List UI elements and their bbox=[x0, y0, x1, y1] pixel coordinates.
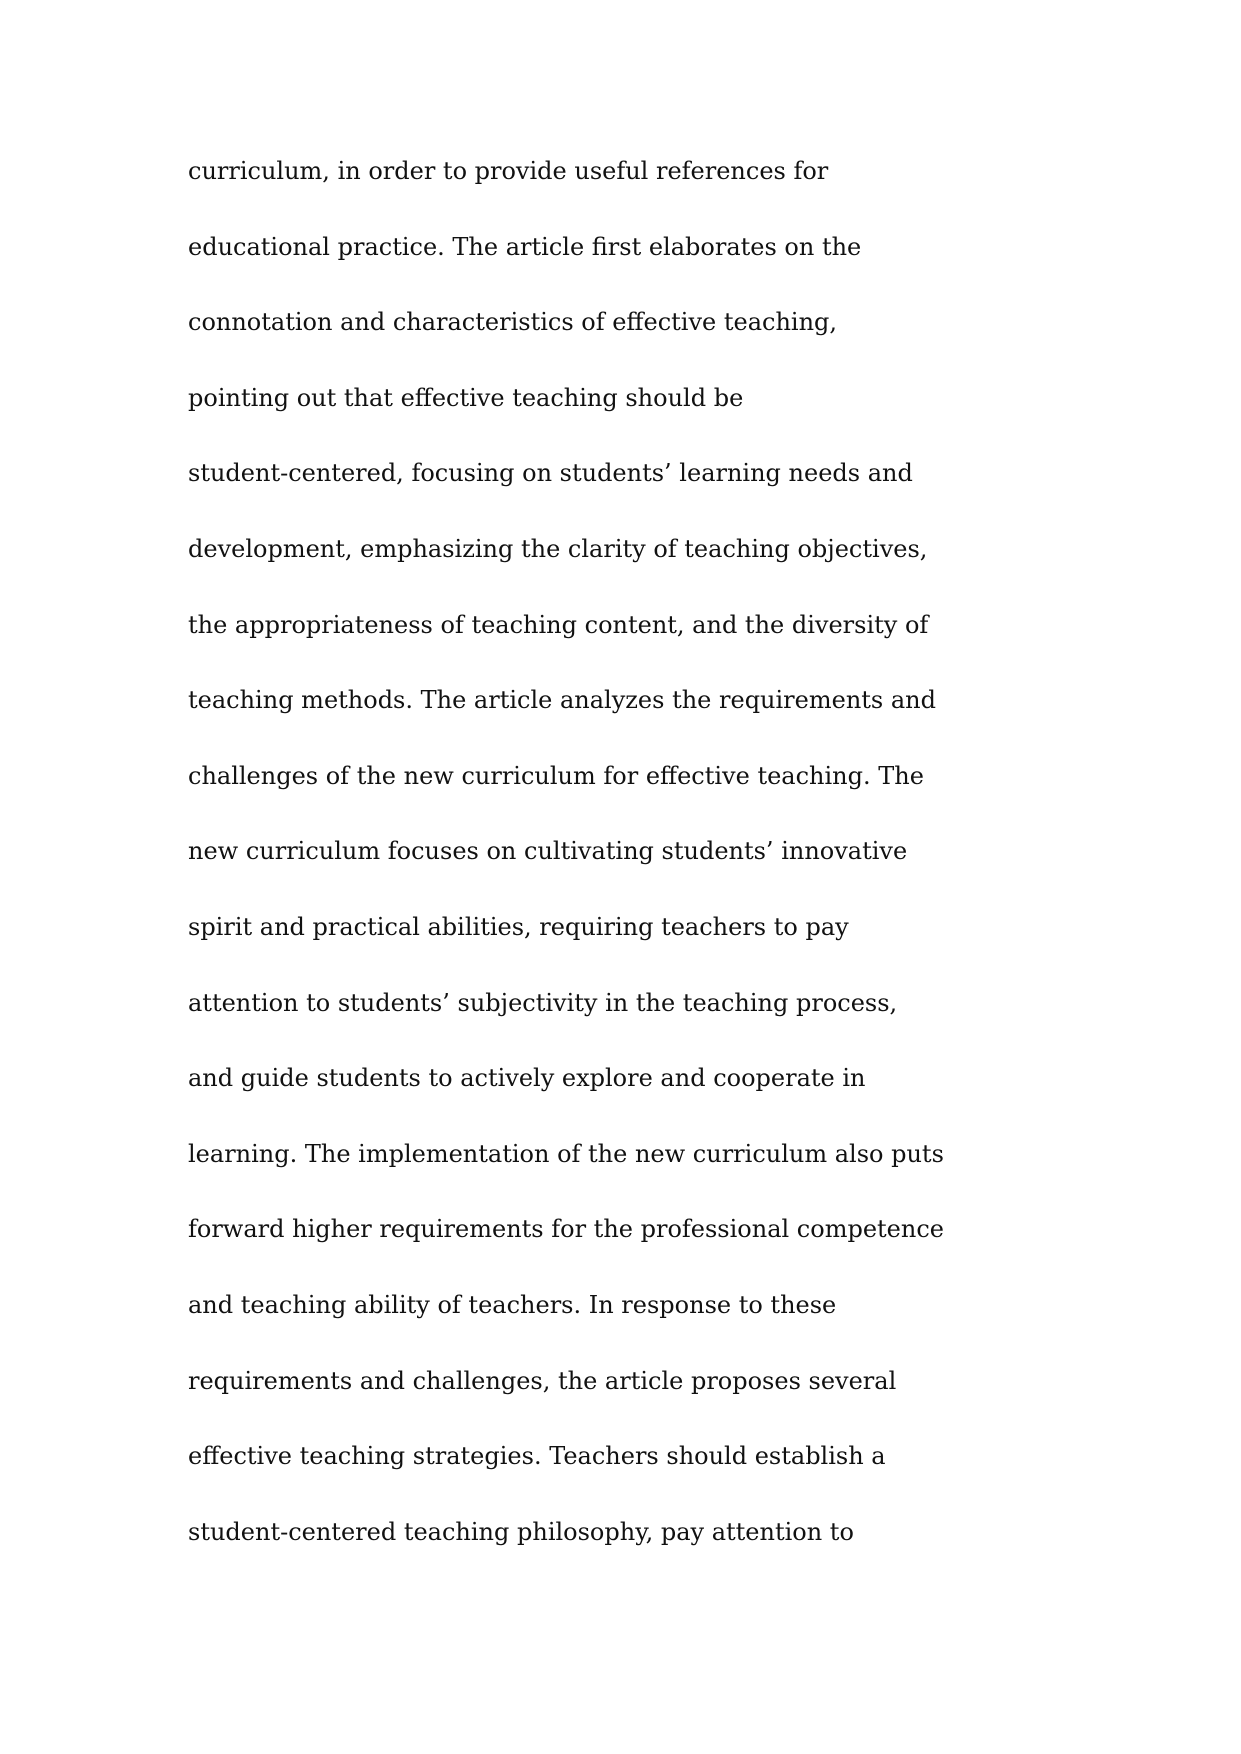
text-line: student-centered, focusing on students’ learning needs and bbox=[188, 459, 913, 488]
body-paragraph bbox=[188, 148, 1088, 1584]
text-line: forward higher requirements for the professional competence bbox=[188, 1215, 944, 1244]
text-line: and guide students to actively explore and cooperate in bbox=[188, 1064, 866, 1093]
text-line: attention to students’ subjectivity in the teaching process, bbox=[188, 988, 898, 1017]
text-line: and teaching ability of teachers. In response to these bbox=[188, 1290, 837, 1319]
text-line: development, emphasizing the clarity of teaching objectives, bbox=[188, 534, 928, 563]
text-line: challenges of the new curriculum for effective teaching. The bbox=[188, 761, 924, 790]
text-line: effective teaching strategies. Teachers should establish a bbox=[188, 1442, 886, 1471]
text-line: teaching methods. The article analyzes the requirements and bbox=[188, 686, 936, 715]
text-line: learning. The implementation of the new curriculum also puts bbox=[188, 1139, 944, 1168]
text-line: spirit and practical abilities, requiring teachers to pay bbox=[188, 912, 849, 941]
text-line: pointing out that effective teaching should be bbox=[188, 383, 744, 412]
text-line: educational practice. The article first elaborates on the bbox=[188, 232, 862, 261]
text-line: curriculum, in order to provide useful references for bbox=[188, 157, 829, 185]
text-line: new curriculum focuses on cultivating students’ innovative bbox=[188, 837, 908, 866]
text-line: student-centered teaching philosophy, pay attention to bbox=[188, 1517, 854, 1546]
text-line: requirements and challenges, the article proposes several bbox=[188, 1366, 897, 1395]
text-line: connotation and characteristics of effective teaching, bbox=[188, 308, 838, 337]
text-line: the appropriateness of teaching content, and the diversity of bbox=[188, 610, 929, 639]
